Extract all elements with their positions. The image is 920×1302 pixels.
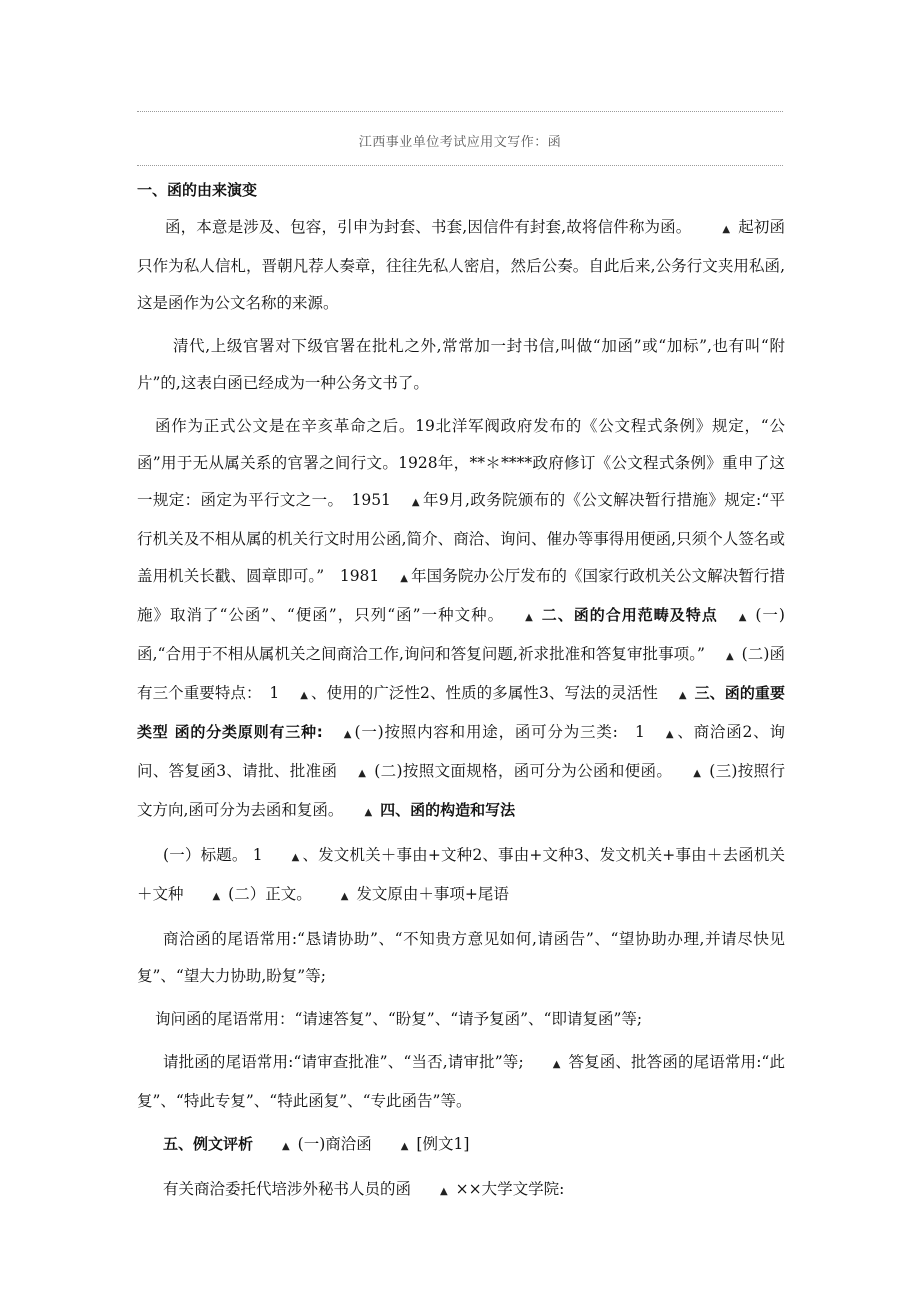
header-bottom-rule bbox=[137, 165, 783, 166]
paragraph-3-part-k: (二)按照文面规格，函可分为公函和便函。 bbox=[374, 762, 673, 780]
paragraph-3-part-j: 、商洽函2、询问、答复函3、请批、批准函 bbox=[137, 723, 785, 780]
paragraph-3-part-b: 年9月,政务院颁布的《公文解决暂行措施》规定:“平行机关及不相从属的机关行文时用公函,简介、商洽、询问、催办等事得用便函,只须个人签名或盖用机关长戳、圆章即可。” 1981 bbox=[137, 491, 786, 585]
paragraph-3-part-f: (二)函有三个重要特点： 1 bbox=[137, 645, 785, 702]
paragraph-3-part-e: (一)函,“合用于不相从属机关之间商洽工作,询问和答复问题,祈求批准和答复审批事项。” bbox=[137, 606, 785, 663]
list-marker-icon: ▲ bbox=[364, 807, 373, 818]
page-header-title: 江西事业单位考试应用文写作：函 bbox=[358, 135, 562, 150]
list-marker-icon: ▲ bbox=[725, 651, 734, 662]
list-marker-icon: ▲ bbox=[738, 612, 747, 623]
list-marker-icon: ▲ bbox=[282, 1141, 290, 1152]
paragraph-9-part-a: 有关商洽委托代培涉外秘书人员的函 bbox=[163, 1180, 412, 1198]
paragraph-3 bbox=[137, 408, 785, 831]
paragraph-4-part-d: 发文原由＋事项+尾语 bbox=[356, 885, 509, 903]
paragraph-4 bbox=[137, 837, 785, 915]
paragraph-6: 询问函的尾语常用：“请速答复”、“盼复”、“请予复函”、“即请复函”等; bbox=[155, 1010, 643, 1028]
list-marker-icon: ▲ bbox=[411, 497, 420, 508]
list-marker-icon: ▲ bbox=[693, 768, 701, 779]
paragraph-4-part-a: (一）标题。 1 bbox=[163, 846, 263, 864]
section-heading-5: 五、例文评析 bbox=[163, 1135, 254, 1153]
paragraph-1-part-a: 函，本意是涉及、包容，引申为封套、书套,因信件有封套,故将信件称为函。 bbox=[165, 218, 692, 236]
paragraph-8-part-c: [例文1] bbox=[416, 1135, 470, 1153]
section-heading-2: 二、函的合用范畴及特点 bbox=[541, 606, 718, 624]
paragraph-4-part-c: (二）正文。 bbox=[228, 885, 312, 903]
paragraph-3-part-c: 年国务院办公厅发布的《国家行政机关公文解决暂行措施》取消了“公函”、“便函”，只列“函”一种文种。 bbox=[137, 567, 785, 624]
paragraph-9 bbox=[137, 1171, 785, 1210]
list-marker-icon: ▲ bbox=[358, 768, 366, 779]
list-marker-icon: ▲ bbox=[212, 891, 221, 902]
paragraph-3-part-i: (一)按照内容和用途，函可分为三类: 1 bbox=[354, 723, 645, 741]
section-heading-4: 四、函的构造和写法 bbox=[380, 801, 516, 819]
section-heading-1: 一、函的由来演变 bbox=[137, 181, 258, 199]
paragraph-8-part-b: (一)商洽函 bbox=[297, 1135, 372, 1153]
paragraph-5: 商洽函的尾语常用:“恳请协助”、“不知贵方意见如何,请函告”、“望协助办理,并请尽快见复”、“望大力协助,盼复”等; bbox=[137, 930, 785, 985]
list-marker-icon: ▲ bbox=[665, 729, 674, 740]
paragraph-9-part-b: ××大学文学院: bbox=[455, 1180, 565, 1198]
paragraph-7-part-a: 请批函的尾语常用:“请审查批准”、“当否,请审批”等; bbox=[163, 1053, 524, 1071]
list-marker-icon: ▲ bbox=[525, 612, 533, 623]
list-marker-icon: ▲ bbox=[343, 729, 352, 740]
list-marker-icon: ▲ bbox=[340, 891, 349, 902]
list-marker-icon: ▲ bbox=[400, 1141, 409, 1152]
list-marker-icon: ▲ bbox=[291, 852, 300, 863]
paragraph-1 bbox=[137, 209, 785, 322]
paragraph-3-part-g: 、使用的广泛性2、性质的多属性3、写法的灵活性 bbox=[310, 684, 658, 702]
paragraph-8 bbox=[137, 1126, 785, 1165]
paragraph-2: 清代,上级官署对下级官署在批札之外,常常加一封书信,叫做“加函”或“加标”,也有叫“附片”的,这表白函已经成为一种公务文书了。 bbox=[137, 337, 785, 392]
list-marker-icon: ▲ bbox=[400, 573, 408, 584]
list-marker-icon: ▲ bbox=[300, 690, 308, 701]
header-top-rule bbox=[137, 111, 783, 112]
list-marker-icon: ▲ bbox=[678, 690, 687, 701]
paragraph-7-part-b: 答复函、批答函的尾语常用:“此复”、“特此专复”、“特此函复”、“专此函告”等。 bbox=[137, 1053, 785, 1110]
paragraph-3-part-a: 函作为正式公文是在辛亥革命之后。19北洋军阀政府发布的《公文程式条例》规定，“公函”用于无从属关系的官署之间行文。1928年，**＊****政府修订《公文程式条例》重申了这一规定：函定为平行文之一。 1951 bbox=[137, 417, 785, 509]
document-body bbox=[137, 172, 785, 1210]
paragraph-7 bbox=[137, 1044, 785, 1120]
list-marker-icon: ▲ bbox=[440, 1186, 448, 1197]
list-marker-icon: ▲ bbox=[552, 1059, 561, 1070]
paragraph-4-part-b: 、发文机关＋事由+文种2、事由+文种3、发文机关+事由＋去函机关＋文种 bbox=[137, 846, 786, 903]
section-heading-3: 三、函的重要类型 函的分类原则有三种: bbox=[137, 684, 785, 741]
list-marker-icon: ▲ bbox=[722, 224, 731, 235]
paragraph-1-part-b: 起初函只作为私人信札，晋朝凡荐人奏章，往往先私人密启，然后公奏。自此后来,公务行文夹用私函,这是函作为公文名称的来源。 bbox=[137, 218, 785, 312]
paragraph-3-part-l: (三)按照行文方向,函可分为去函和复函。 bbox=[137, 762, 785, 819]
